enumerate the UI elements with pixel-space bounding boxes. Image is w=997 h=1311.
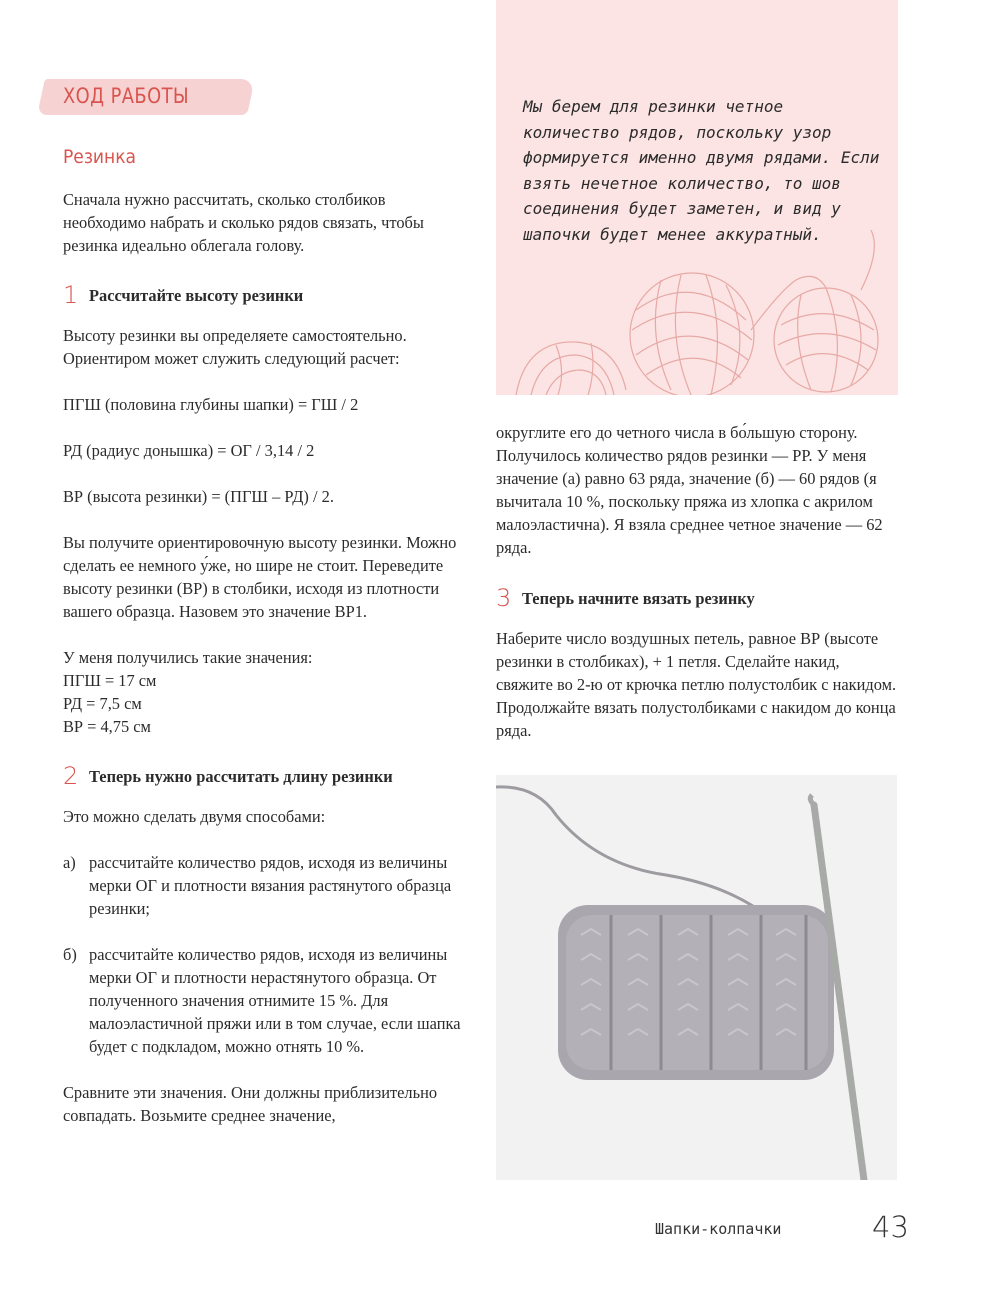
list-item [63,943,468,1058]
section-heading [63,75,468,119]
list-marker: б) [63,945,77,964]
list-text: рассчитайте количество рядов, исходя из величины мерки ОГ и плотности нерастянутого образца. От полученного значения отнимите 15 %. Для малоэластичной пряжи или в том случае, если шапка будет с подкладом, можно отнять 10 %. [89,945,461,1056]
paragraph: Высоту резинки вы определяете самостоятельно. Ориентиром может служить следующий расчет: [63,326,407,368]
list-marker: а) [63,853,76,872]
formula: РД (радиус донышка) = ОГ / 3,14 / 2 [63,441,315,460]
paragraph: Это можно сделать двумя способами: [63,807,326,826]
list-item [63,851,468,920]
step-3-heading [496,586,898,610]
value-line: РД = 7,5 см [63,694,142,713]
formula: ПГШ (половина глубины шапки) = ГШ / 2 [63,395,359,414]
tip-box [496,0,898,395]
intro-paragraph: Сначала нужно рассчитать, сколько столбиков необходимо набрать и сколько рядов связать, чтобы резинка идеально облегала голову. [63,190,424,255]
step-title: Теперь начните вязать резинку [522,589,755,608]
right-column [496,421,898,742]
list-text: рассчитайте количество рядов, исходя из величины мерки ОГ и плотности вязания растянутого образца резинки; [89,853,452,918]
paragraph: Сравните эти значения. Они должны приблизительно совпадать. Возьмите среднее значение, [63,1083,438,1125]
page-number: 43 [872,1210,909,1244]
formula: ВР (высота резинки) = (ПГШ – РД) / 2. [63,487,334,506]
step-title: Рассчитайте высоту резинки [89,286,304,305]
step-1-heading [63,283,468,307]
value-line: ВР = 4,75 см [63,717,151,736]
step-number: 1 [63,281,79,309]
paragraph: Вы получите ориентировочную высоту резинки. Можно сделать ее немного у́же, но шире не стоит. Переведите высоту резинки (ВР) в столбики, исходя из плотности вашего образца. Назовем это значение ВР1. [63,533,457,621]
crochet-photo [496,775,897,1180]
section-title: ХОД РАБОТЫ [63,84,190,108]
value-line: ПГШ = 17 см [63,671,157,690]
tip-text: Мы берем для резинки четное количество рядов, поскольку узор формируется именно двумя рядами. Если взять нечетное количество, то шов соединения будет заметен, и вид у шапочки будет менее аккуратный. [523,97,880,244]
paragraph: Наберите число воздушных петель, равное ВР (высоте резинки в столбиках), + 1 петля. Сделайте накид, свяжите во 2-ю от крючка петлю полустолбик с накидом. Продолжайте вязать полустолбиками с накидом до конца ряда. [496,629,897,740]
running-footer: Шапки-колпачки [655,1220,782,1238]
paragraph: округлите его до четного числа в бо́льшую сторону. Получилось количество рядов резинки — РР. У меня значение (а) равно 63 ряда, значение (б) — 60 рядов (я вычитала 10 %, поскольку пряжа из хлопка с акрилом малоэластична). Я взяла среднее четное значение — 62 ряда. [496,423,883,557]
left-column [63,75,468,1127]
step-title: Теперь нужно рассчитать длину резинки [89,767,393,786]
step-2-heading [63,764,468,788]
yarn-balls-illustration [496,230,898,395]
subsection-title: Резинка [63,146,137,168]
values-intro: У меня получились такие значения: [63,648,313,667]
step-number: 3 [496,584,512,612]
step-number: 2 [63,762,79,790]
